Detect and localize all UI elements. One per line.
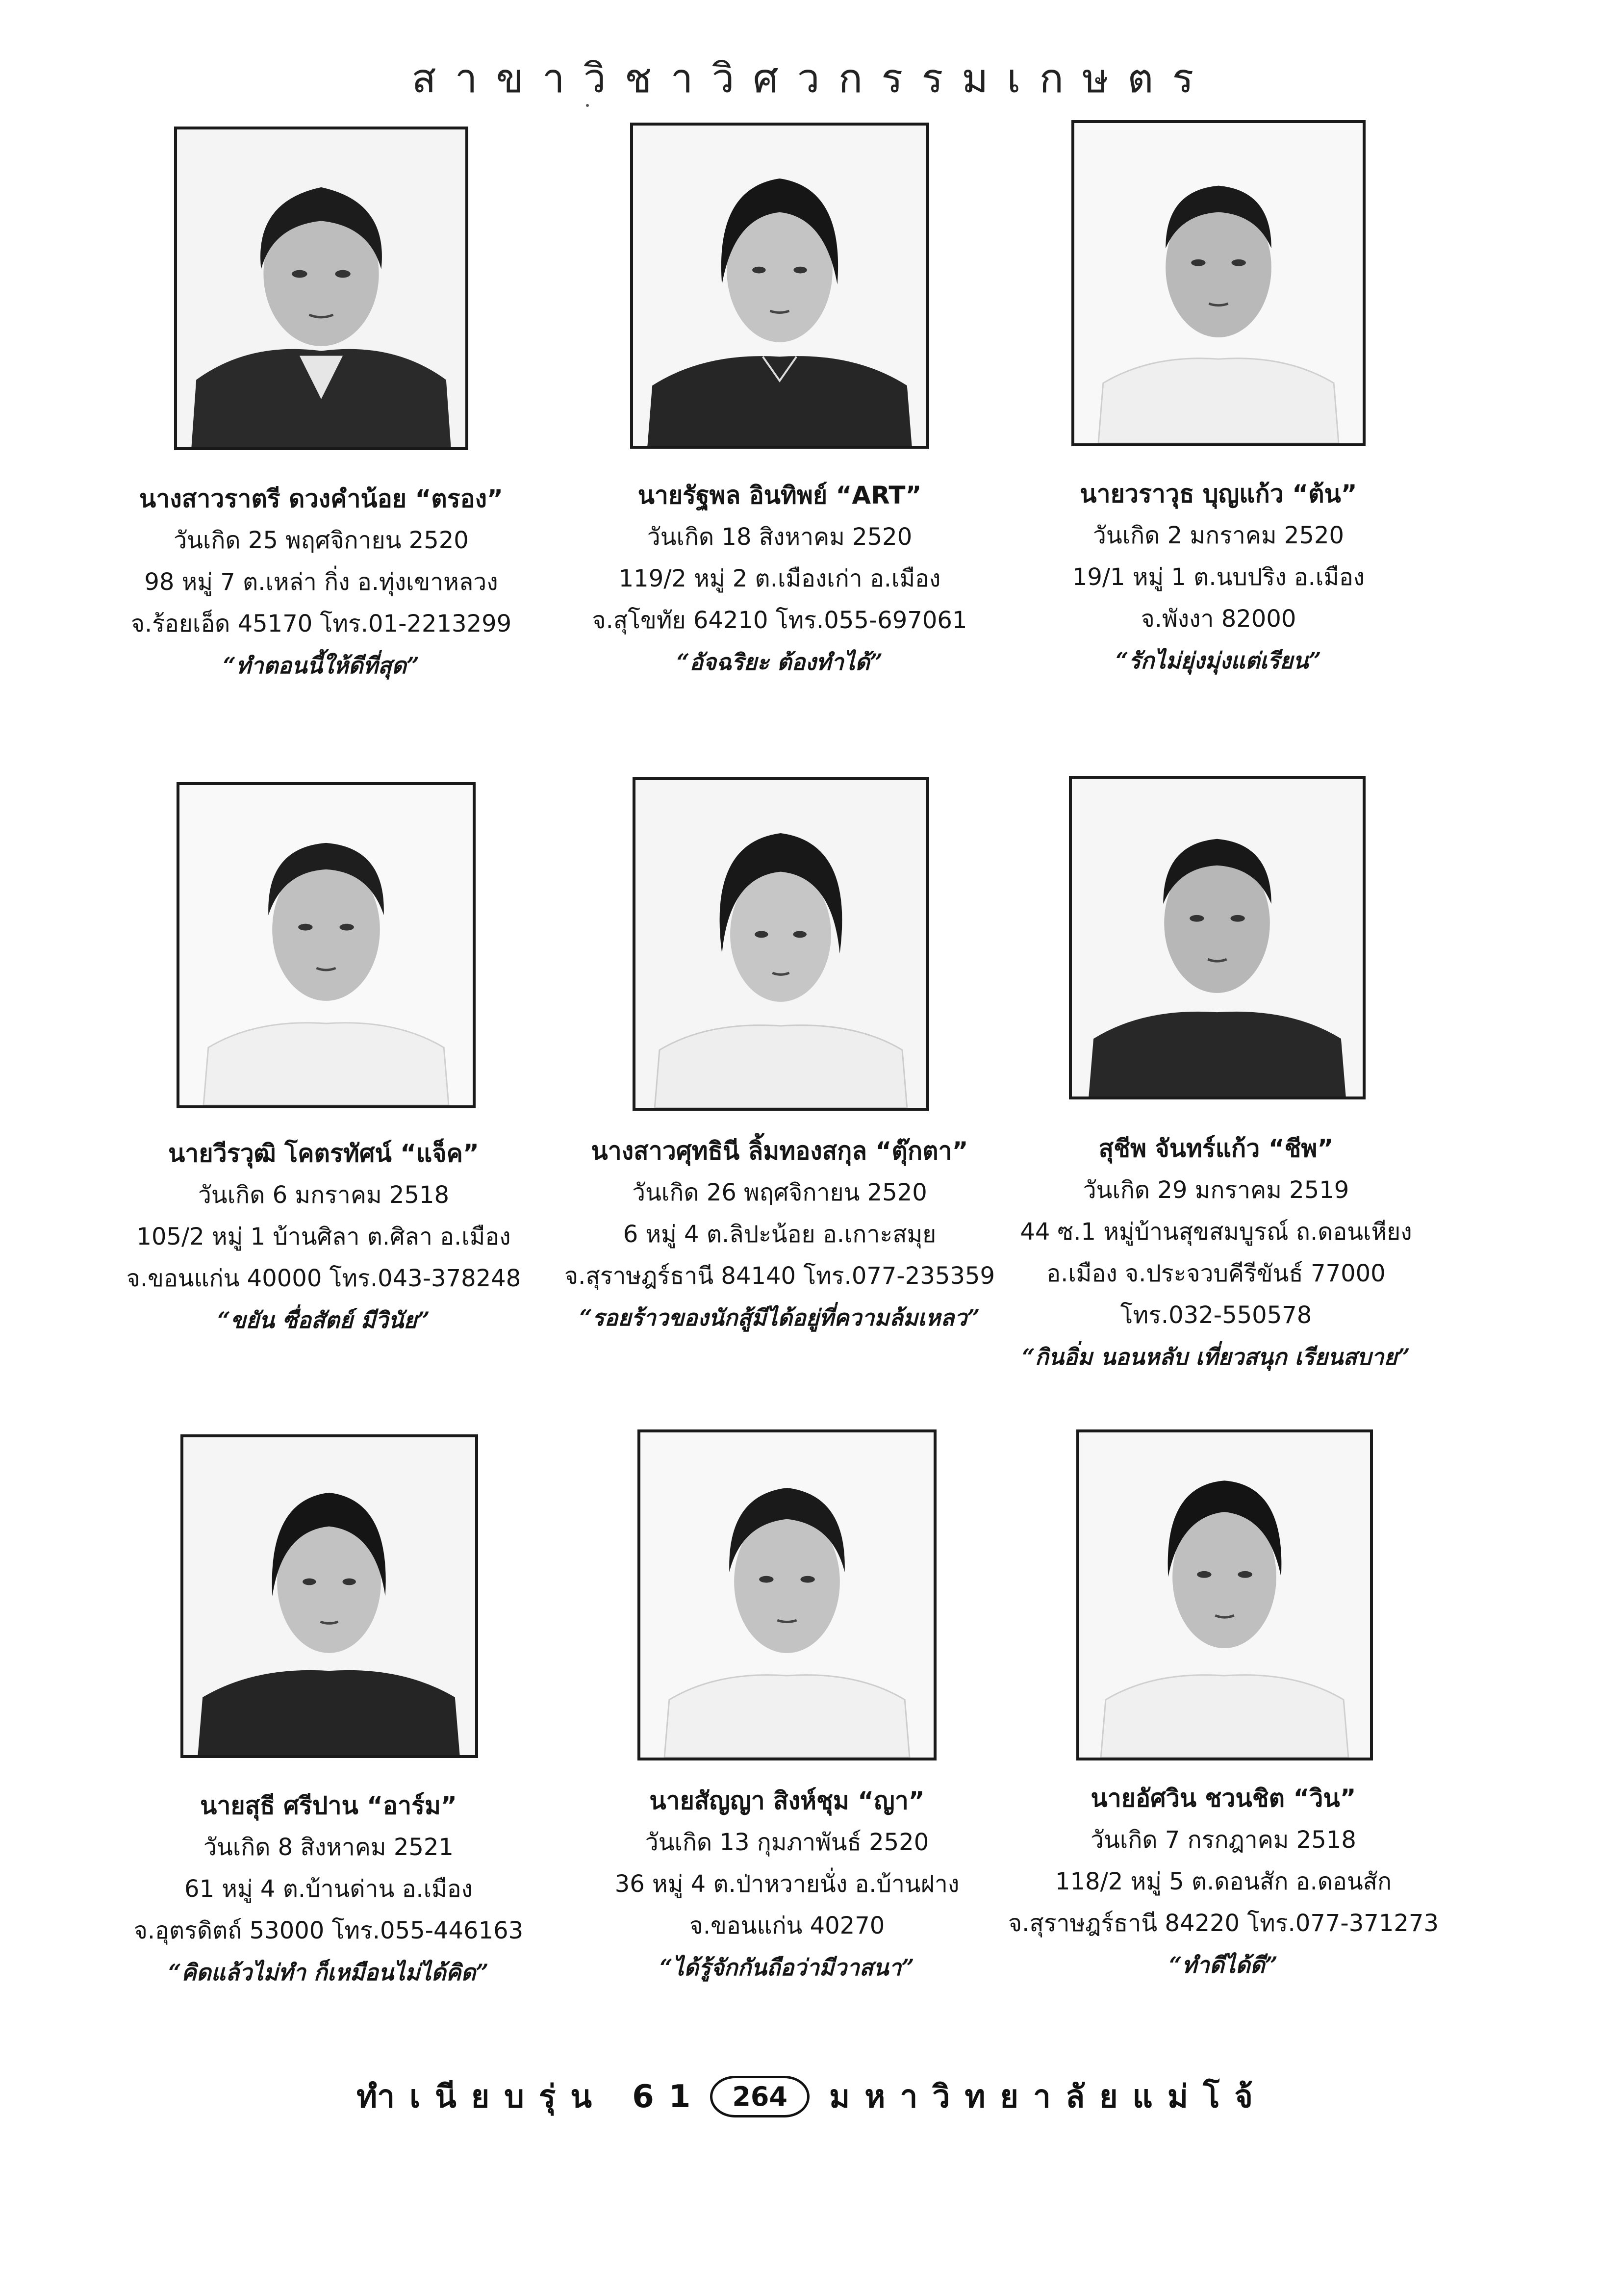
student-motto: “ทำตอนนี้ให้ดีที่สุด”	[223, 652, 420, 679]
student-birthdate: วันเกิด 2 มกราคม 2520	[1092, 522, 1345, 549]
student-name: นางสาวศุทธินี ลิ้มทองสกุล “ตุ๊กตา”	[591, 1137, 968, 1165]
student-birthdate: วันเกิด 29 มกราคม 2519	[1083, 1176, 1349, 1204]
student-address-line: จ.สุราษฎร์ธานี 84220 โทร.077-371273	[1008, 1910, 1439, 1937]
student-photo-3	[1071, 120, 1366, 446]
student-motto: “รอยร้าวของนักสู้มีได้อยู่ที่ความล้มเหลว”	[579, 1304, 980, 1331]
student-birthdate: วันเกิด 13 กุมภาพันธ์ 2520	[645, 1829, 929, 1856]
student-address-line: จ.ขอนแก่น 40000 โทร.043-378248	[126, 1265, 521, 1292]
student-name: นายสุธี ศรีปาน “อาร์ม”	[200, 1791, 457, 1820]
page-title: สาขาวิชาวิศวกรรมเกษตร	[411, 55, 1213, 102]
student-photo-8	[637, 1429, 937, 1760]
student-name: นายวีรวุฒิ โคตรทัศน์ “แจ็ค”	[168, 1139, 479, 1168]
student-address-line: โทร.032-550578	[1120, 1301, 1312, 1329]
student-info-3	[949, 473, 1488, 682]
student-birthdate: วันเกิด 18 สิงหาคม 2520	[647, 523, 913, 551]
student-name: นายวราวุธ บุญแก้ว “ต้น”	[1080, 480, 1357, 508]
student-motto: “กินอิ่ม นอนหลับ เที่ยวสนุก เรียนสบาย”	[1022, 1344, 1410, 1370]
student-motto: “ได้รู้จักกันถือว่ามีวาสนา”	[660, 1954, 914, 1981]
page-number-badge: 264	[710, 2076, 810, 2117]
student-photo-5	[633, 777, 929, 1111]
student-photo-7	[180, 1434, 478, 1758]
student-address-line: 119/2 หมู่ 2 ต.เมืองเก่า อ.เมือง	[618, 565, 941, 592]
student-address-line: 98 หมู่ 7 ต.เหล่า กิ่ง อ.ทุ่งเขาหลวง	[144, 568, 498, 596]
student-address-line: จ.อุตรดิตถ์ 53000 โทร.055-446163	[133, 1917, 524, 1944]
student-address-line: จ.ร้อยเอ็ด 45170 โทร.01-2213299	[130, 610, 512, 638]
student-address-line: 6 หมู่ 4 ต.ลิปะน้อย อ.เกาะสมุย	[623, 1221, 937, 1248]
student-photo-6	[1069, 776, 1366, 1099]
student-birthdate: วันเกิด 7 กรกฎาคม 2518	[1091, 1826, 1356, 1854]
student-name: นายสัญญา สิงห์ชุม “ญา”	[649, 1786, 925, 1815]
student-address-line: อ.เมือง จ.ประจวบคีรีขันธ์ 77000	[1046, 1260, 1386, 1287]
student-motto: “คิดแล้วไม่ทำ ก็เหมือนไม่ได้คิด”	[168, 1959, 489, 1986]
student-info-9	[954, 1778, 1493, 1986]
student-info-6	[946, 1128, 1486, 1378]
student-address-line: 44 ซ.1 หมู่บ้านสุขสมบูรณ์ ถ.ดอนเหียง	[1020, 1218, 1412, 1246]
student-address-line: จ.ขอนแก่น 40270	[689, 1912, 885, 1939]
student-name: นางสาวราตรี ดวงคำน้อย “ตรอง”	[139, 484, 503, 513]
student-birthdate: วันเกิด 26 พฤศจิกายน 2520	[632, 1179, 927, 1206]
student-birthdate: วันเกิด 6 มกราคม 2518	[198, 1181, 450, 1209]
student-address-line: จ.สุโขทัย 64210 โทร.055-697061	[592, 607, 967, 634]
student-photo-2	[630, 123, 929, 449]
student-name: นายรัฐพล อินทิพย์ “ART”	[637, 481, 922, 510]
student-photo-1	[174, 127, 468, 450]
student-motto: “อัจฉริยะ ต้องทำได้”	[676, 649, 883, 675]
student-birthdate: วันเกิด 25 พฤศจิกายน 2520	[174, 527, 469, 554]
student-photo-4	[177, 782, 476, 1108]
student-name: นายอัศวิน ชวนชิต “วิน”	[1091, 1784, 1356, 1812]
student-address-line: จ.พังงา 82000	[1141, 605, 1296, 633]
student-address-line: 105/2 หมู่ 1 บ้านศิลา ต.ศิลา อ.เมือง	[136, 1223, 511, 1250]
footer-university-name: มหาวิทยาลัยแม่โจ้	[829, 2079, 1268, 2115]
student-address-line: 61 หมู่ 4 ต.บ้านด่าน อ.เมือง	[184, 1875, 473, 1903]
student-address-line: 19/1 หมู่ 1 ต.นบปริง อ.เมือง	[1072, 563, 1365, 591]
student-birthdate: วันเกิด 8 สิงหาคม 2521	[203, 1834, 454, 1861]
footer-yearbook-title: ทำเนียบรุ่น 61	[356, 2079, 706, 2115]
student-motto: “ทำดีได้ดี”	[1169, 1952, 1278, 1978]
student-motto: “ขยัน ซื่อสัตย์ มีวินัย”	[217, 1307, 430, 1333]
student-address-line: 36 หมู่ 4 ต.ป่าหวายนั่ง อ.บ้านฝาง	[614, 1870, 960, 1898]
header-dot-mark	[586, 104, 589, 107]
student-name: สุชีพ จันทร์แก้ว “ชีพ”	[1098, 1134, 1334, 1163]
student-motto: “รักไม่ยุ่งมุ่งแต่เรียน”	[1116, 647, 1321, 674]
student-photo-9	[1076, 1429, 1373, 1760]
page-footer	[0, 2067, 1624, 2126]
student-address-line: 118/2 หมู่ 5 ต.ดอนสัก อ.ดอนสัก	[1055, 1868, 1392, 1895]
student-address-line: จ.สุราษฎร์ธานี 84140 โทร.077-235359	[564, 1262, 995, 1290]
